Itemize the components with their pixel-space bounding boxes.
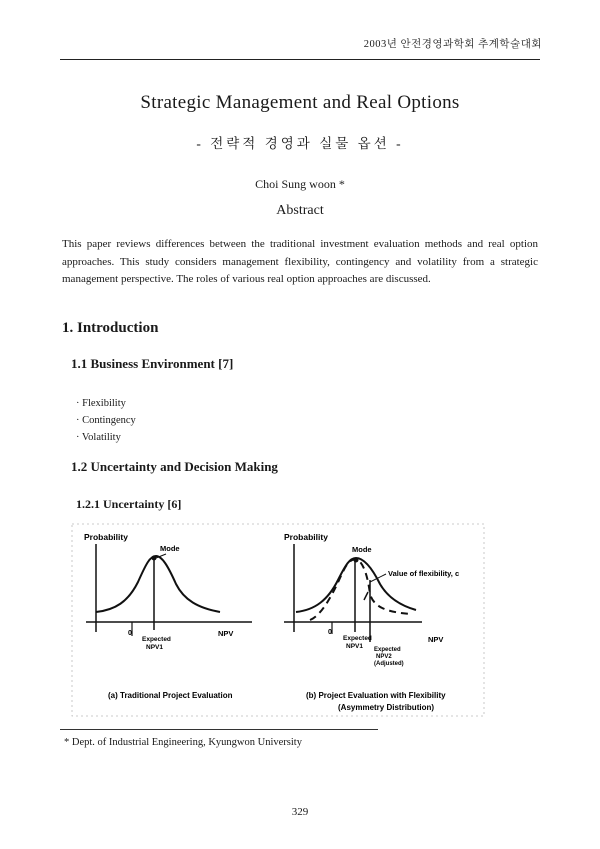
left-distribution-curve bbox=[96, 556, 220, 612]
conference-header: 2003년 안전경영과학회 추계학술대회 bbox=[363, 39, 542, 50]
paper-title: Strategic Management and Real Options bbox=[140, 92, 460, 113]
right-flex-label: Value of flexibility, c bbox=[388, 569, 460, 578]
right-shift-arrow bbox=[364, 592, 368, 600]
abstract-heading: Abstract bbox=[276, 203, 324, 218]
left-xlabel: NPV bbox=[218, 629, 234, 638]
list-item: · Flexibility bbox=[76, 398, 126, 409]
paper-subtitle: - 전략적 경영과 실물 옵션 - bbox=[196, 136, 404, 151]
left-zero-label: 0 bbox=[128, 630, 132, 637]
section-heading-business-environment: 1.1 Business Environment [7] bbox=[71, 356, 234, 371]
right-caption-line1: (b) Project Evaluation with Flexibility bbox=[306, 691, 446, 700]
left-caption: (a) Traditional Project Evaluation bbox=[108, 691, 233, 700]
right-npv1-label: NPV1 bbox=[346, 643, 363, 650]
left-mode-label: Mode bbox=[160, 544, 180, 553]
bullet-list bbox=[76, 395, 136, 446]
right-npv2-label: NPV2 bbox=[376, 654, 392, 660]
section-heading-uncertainty: 1.2.1 Uncertainty [6] bbox=[76, 497, 182, 511]
right-adjusted-label: (Adjusted) bbox=[374, 661, 404, 667]
right-ylabel: Probability bbox=[284, 532, 328, 542]
right-expected1-label: Expected bbox=[343, 635, 372, 642]
header-rule bbox=[60, 59, 540, 60]
right-mode-label: Mode bbox=[352, 545, 372, 554]
abstract-text: This paper reviews differences between the traditional investment evaluation methods and real option approaches. This study considers management flexibility, contingency and volatility from a strategic management perspective. The roles of various real option approaches are discussed. bbox=[62, 238, 538, 286]
left-mode-point bbox=[152, 556, 157, 561]
figure-svg bbox=[70, 520, 530, 720]
left-expected-label: Expected bbox=[142, 636, 171, 643]
list-item: · Contingency bbox=[76, 415, 136, 426]
right-mode-point bbox=[354, 558, 359, 563]
right-base-curve bbox=[296, 558, 416, 612]
section-heading-uncertainty-decision: 1.2 Uncertainty and Decision Making bbox=[71, 459, 278, 474]
uncertainty-figure bbox=[70, 520, 530, 720]
section-heading-introduction: 1. Introduction bbox=[62, 320, 159, 336]
figure-frame bbox=[72, 524, 484, 716]
right-xlabel: NPV bbox=[428, 635, 444, 644]
right-expected2-label: Expected bbox=[374, 647, 401, 653]
right-caption-line2: (Asymmetry Distribution) bbox=[338, 703, 435, 712]
right-zero-label: 0 bbox=[328, 629, 332, 636]
footnote: * Dept. of Industrial Engineering, Kyungwon University bbox=[64, 737, 302, 748]
left-npv1-label: NPV1 bbox=[146, 644, 163, 651]
list-item: · Volatility bbox=[76, 432, 121, 443]
footnote-rule bbox=[60, 729, 378, 730]
left-ylabel: Probability bbox=[84, 532, 128, 542]
author-name: Choi Sung woon * bbox=[255, 177, 345, 191]
page-number: 329 bbox=[291, 806, 309, 818]
